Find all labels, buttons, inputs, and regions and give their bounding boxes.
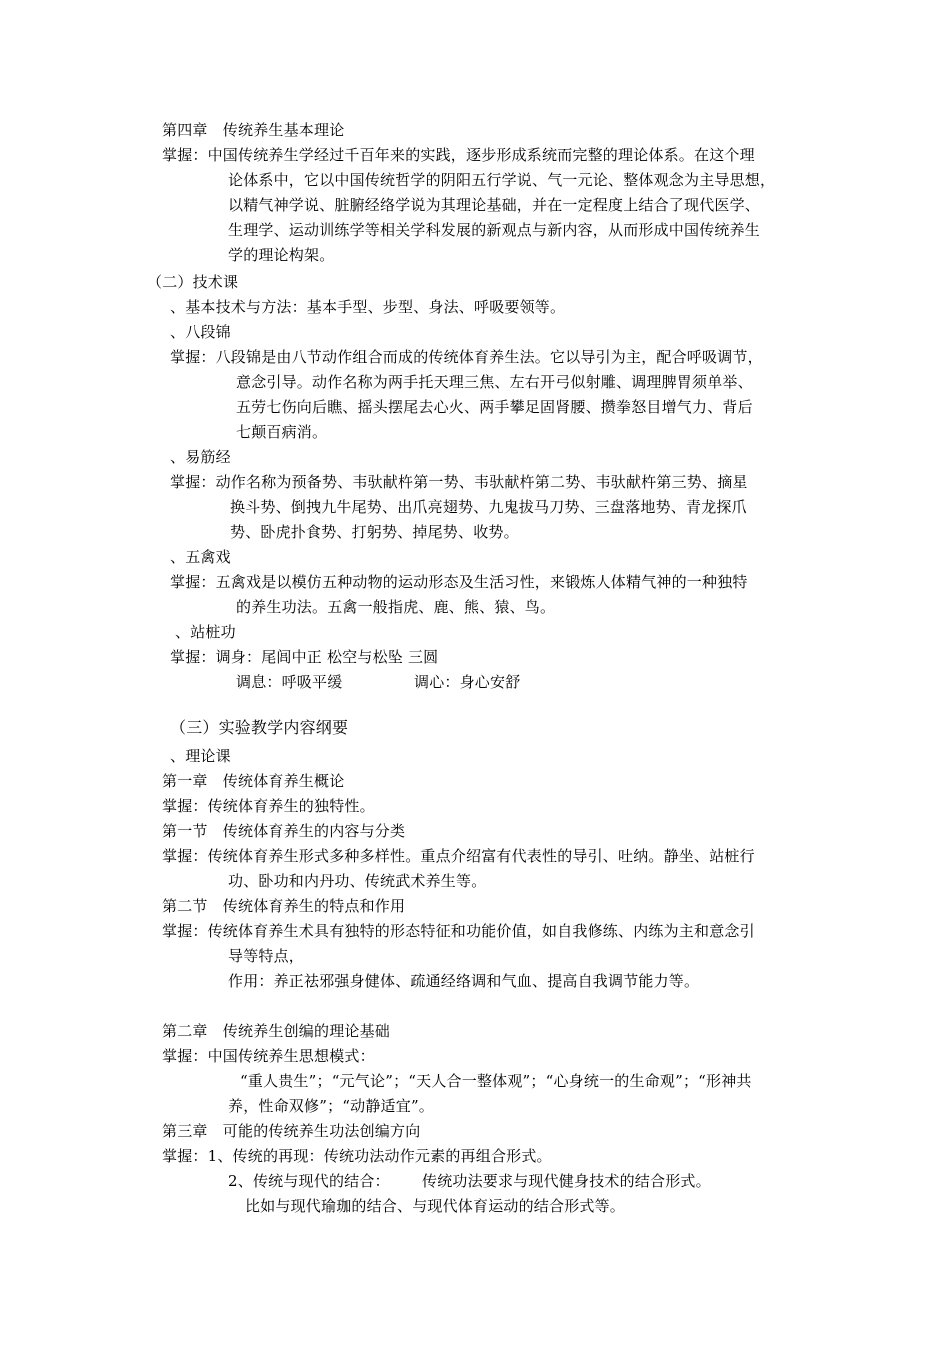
chapter2-line: 养，性命双修”；“动静适宜”。 bbox=[228, 1097, 435, 1115]
chapter4-line: 论体系中，它以中国传统哲学的阴阳五行学说、气一元论、整体观念为主导思想， bbox=[228, 171, 776, 189]
chapter3-line: 比如与现代瑜珈的结合、与现代体育运动的结合形式等。 bbox=[245, 1197, 626, 1215]
baduanjin-line: 意念引导。动作名称为两手托天理三焦、左右开弓似射雕、调理脾胃须单举、 bbox=[236, 373, 753, 391]
chapter4-line: 学的理论构架。 bbox=[228, 246, 335, 264]
section2-line: 掌握：传统体育养生术具有独特的形态特征和功能价值，如自我修练、内练为主和意念引 bbox=[162, 922, 755, 940]
basic-technique-line: 、基本技术与方法：基本手型、步型、身法、呼吸要领等。 bbox=[170, 298, 566, 316]
technique-heading: （二）技术课 bbox=[147, 273, 239, 291]
chapter1-title: 第一章 传统体育养生概论 bbox=[162, 772, 345, 790]
yijinjing-line: 势、卧虎扑食势、打躬势、掉尾势、收势。 bbox=[230, 523, 519, 541]
wuqinxi-line: 掌握：五禽戏是以模仿五种动物的运动形态及生活习性，来锻炼人体精气神的一种独特 bbox=[170, 573, 748, 591]
chapter4-title: 第四章 传统养生基本理论 bbox=[162, 121, 345, 139]
chapter3-title: 第三章 可能的传统养生功法创编方向 bbox=[162, 1122, 421, 1140]
section1-line: 功、卧功和内丹功、传统武术养生等。 bbox=[228, 872, 487, 890]
baduanjin-line: 七颠百病消。 bbox=[236, 423, 328, 441]
lab-heading: （三）实验教学内容纲要 bbox=[170, 718, 349, 737]
zhanzhuang-breath: 调息：呼吸平缓 bbox=[236, 673, 343, 691]
yijinjing-title: 、易筋经 bbox=[170, 448, 231, 466]
chapter3-combination-text: 传统功法要求与现代健身技术的结合形式。 bbox=[422, 1172, 711, 1190]
zhanzhuang-title: 、站桩功 bbox=[175, 623, 236, 641]
chapter4-line: 以精气神学说、脏腑经络学说为其理论基础，并在一定程度上结合了现代医学、 bbox=[228, 196, 761, 214]
theory-course-title: 、理论课 bbox=[170, 747, 231, 765]
chapter2-title: 第二章 传统养生创编的理论基础 bbox=[162, 1022, 391, 1040]
baduanjin-title: 、八段锦 bbox=[170, 323, 231, 341]
yijinjing-line: 掌握：动作名称为预备势、韦驮献杵第一势、韦驮献杵第二势、韦驮献杵第三势、摘星 bbox=[170, 473, 748, 491]
section2-line: 导等特点， bbox=[228, 947, 305, 965]
section2-line: 作用：养正祛邪强身健体、疏通经络调和气血、提高自我调节能力等。 bbox=[228, 972, 700, 990]
section1-line: 掌握：传统体育养生形式多种多样性。重点介绍富有代表性的导引、吐纳。静坐、站桩行 bbox=[162, 847, 755, 865]
section2-title: 第二节 传统体育养生的特点和作用 bbox=[162, 897, 406, 915]
baduanjin-line: 五劳七伤向后瞧、摇头摆尾去心火、两手攀足固肾腰、攒拳怒目增气力、背后 bbox=[236, 398, 753, 416]
zhanzhuang-mind: 调心：身心安舒 bbox=[414, 673, 521, 691]
chapter4-line: 掌握：中国传统养生学经过千百年来的实践，逐步形成系统而完整的理论体系。在这个理 bbox=[162, 146, 755, 164]
section1-title: 第一节 传统体育养生的内容与分类 bbox=[162, 822, 406, 840]
wuqinxi-line: 的养生功法。五禽一般指虎、鹿、熊、猿、鸟。 bbox=[236, 598, 556, 616]
chapter3-combination-label: 2、传统与现代的结合： bbox=[228, 1172, 390, 1190]
baduanjin-line: 掌握：八段锦是由八节动作组合而成的传统体育养生法。它以导引为主，配合呼吸调节， bbox=[170, 348, 763, 366]
chapter3-line: 掌握：1、传统的再现：传统功法动作元素的再组合形式。 bbox=[162, 1147, 552, 1165]
wuqinxi-title: 、五禽戏 bbox=[170, 548, 231, 566]
chapter2-line: “重人贵生”；“元气论”；“天人合一整体观”；“心身统一的生命观”；“形神共 bbox=[240, 1072, 752, 1090]
yijinjing-line: 换斗势、倒拽九牛尾势、出爪亮翅势、九鬼拔马刀势、三盘落地势、青龙探爪 bbox=[230, 498, 747, 516]
zhanzhuang-line: 掌握：调身：尾闾中正 松空与松坠 三圆 bbox=[170, 648, 439, 666]
chapter1-master: 掌握：传统体育养生的独特性。 bbox=[162, 797, 375, 815]
chapter4-line: 生理学、运动训练学等相关学科发展的新观点与新内容，从而形成中国传统养生 bbox=[228, 221, 761, 239]
chapter2-master: 掌握：中国传统养生思想模式： bbox=[162, 1047, 375, 1065]
